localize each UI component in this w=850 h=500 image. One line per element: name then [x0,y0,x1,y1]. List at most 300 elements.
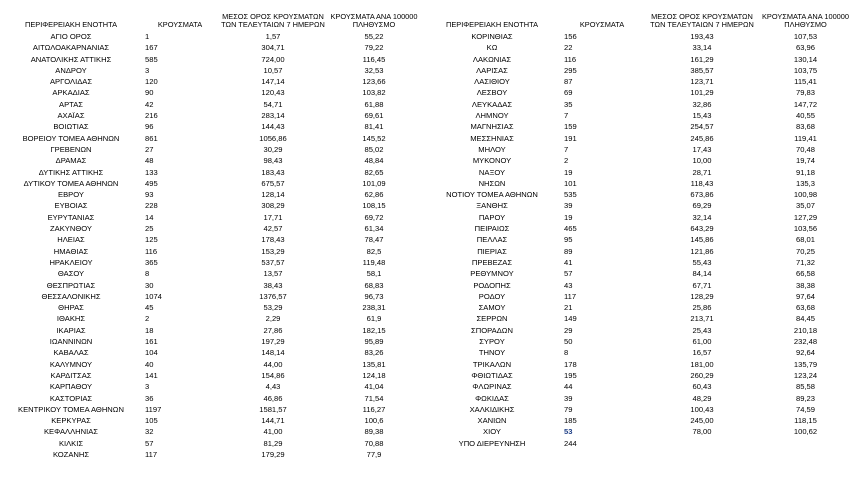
table-row [0,336,420,347]
per100k-cell: 77,9 [366,449,382,459]
table-row [0,246,420,257]
avg7-cell: 154,86 [261,370,285,380]
region-cell: ΛΑΡΙΣΑΣ [476,65,508,75]
table-row [0,234,420,245]
cases-cell: 156 [564,32,577,41]
cases-cell: 35 [564,99,573,109]
per100k-cell: 116,27 [362,404,386,414]
table-row [0,189,420,200]
avg7-cell: 308,29 [261,201,285,211]
region-cell: ΑΡΚΑΔΙΑΣ [52,88,90,98]
per100k-cell: 71,54 [364,393,384,403]
region-cell: ΙΩΑΝΝΙΝΩΝ [49,337,93,347]
avg7-cell: 245,00 [690,416,714,426]
region-cell: ΚΟΡΙΝΘΙΑΣ [471,32,513,41]
cases-cell: 159 [564,122,577,132]
region-cell: ΔΥΤΙΚΟΥ ΤΟΜΕΑ ΑΘΗΝΩΝ [23,178,119,188]
table-row [423,347,850,358]
cases-cell: 178 [564,359,577,369]
region-cell: ΧΙΟΥ [483,427,501,437]
per100k-cell: 100,98 [793,190,818,200]
region-cell: ΠΑΡΟΥ [478,212,506,222]
region-cell: ΙΚΑΡΙΑΣ [56,325,86,335]
table-row [0,381,420,392]
avg7-cell: 44,00 [263,359,283,369]
table-row [0,404,420,415]
avg7-cell: 15,43 [692,111,712,121]
avg7-cell: 32,86 [692,99,712,109]
cases-cell: 18 [145,325,154,335]
region-cell: ΦΛΩΡΙΝΑΣ [472,382,512,392]
region-cell: ΣΠΟΡΑΔΩΝ [471,325,513,335]
cases-cell: 32 [145,427,154,437]
table-row [0,42,420,53]
avg7-cell: 1,57 [265,32,281,41]
table-row [0,65,420,76]
avg7-cell: 144,43 [261,122,285,132]
table-row [423,65,850,76]
region-cell: ΚΟΖΑΝΗΣ [52,449,90,459]
avg7-cell: 33,14 [692,43,712,53]
avg7-cell: 10,57 [263,65,283,75]
region-cell: ΙΘΑΚΗΣ [56,314,86,324]
table-row [423,155,850,166]
per100k-cell: 145,52 [362,133,386,143]
region-cell: ΘΕΣΠΡΩΤΙΑΣ [46,280,96,290]
region-cell: ΠΡΕΒΕΖΑΣ [471,257,513,267]
table-row [0,347,420,358]
table-row [423,393,850,404]
table-row [423,426,850,437]
cases-cell: 44 [564,382,573,392]
cases-cell: 90 [145,88,154,98]
avg7-cell: 148,14 [261,348,285,358]
region-cell: ΚΑΡΔΙΤΣΑΣ [50,370,92,380]
table-row [0,325,420,336]
region-cell: ΕΥΡΥΤΑΝΙΑΣ [47,212,95,222]
cases-cell: 495 [145,178,158,188]
per100k-cell: 135,3 [795,178,815,188]
table-row [0,133,420,144]
cases-cell: 8 [564,348,569,358]
cases-cell: 125 [145,235,158,245]
avg7-cell: 147,14 [261,77,285,87]
region-cell: ΑΡΓΟΛΙΔΑΣ [49,77,93,87]
cases-cell: 69 [564,88,573,98]
region-cell: ΘΑΣΟΥ [57,269,85,279]
table-row [423,167,850,178]
avg7-cell: 120,43 [261,88,285,98]
per100k-cell: 97,64 [795,291,815,301]
per100k-cell: 69,72 [364,212,384,222]
avg7-cell: 98,43 [263,156,283,166]
region-cell: ΛΕΣΒΟΥ [476,88,508,98]
avg7-cell: 385,57 [690,65,714,75]
avg7-cell: 128,29 [690,291,714,301]
cases-cell: 95 [564,235,573,245]
cases-cell: 8 [145,269,150,279]
avg7-cell: 60,43 [692,382,712,392]
cases-cell: 535 [564,190,577,200]
cases-cell: 19 [564,212,573,222]
cases-cell: 3 [145,65,150,75]
header-cases: ΚΡΟΥΣΜΑΤΑ [579,20,625,30]
avg7-cell: 16,57 [692,348,712,358]
per100k-cell: 55,22 [364,32,384,41]
per100k-cell: 82,5 [366,246,382,256]
avg7-cell: 161,29 [690,54,714,64]
cases-cell: 167 [145,43,158,53]
region-cell: ΝΗΣΩΝ [478,178,506,188]
table-row [0,200,420,211]
region-cell: ΗΜΑΘΙΑΣ [53,246,89,256]
avg7-cell: 25,86 [692,303,712,313]
per100k-cell: 130,14 [793,54,818,64]
avg7-cell: 30,29 [263,144,283,154]
cases-cell: 116 [145,246,158,256]
avg7-cell: 213,71 [690,314,714,324]
avg7-cell: 724,00 [261,54,285,64]
per100k-cell: 118,15 [794,416,817,426]
region-cell: ΧΑΝΙΩΝ [477,416,507,426]
avg7-cell: 675,57 [261,178,285,188]
header-per100k: ΚΡΟΥΣΜΑΤΑ ΑΝΑ 100000 ΠΛΗΘΥΣΜΟ [330,11,418,30]
cases-cell: 191 [564,133,577,143]
region-cell: ΔΥΤΙΚΗΣ ΑΤΤΙΚΗΣ [38,167,104,177]
cases-cell: 244 [564,438,577,448]
cases-cell: 161 [145,337,158,347]
cases-cell: 45 [145,303,154,313]
table-row [423,438,850,449]
region-cell: ΡΟΔΟΠΗΣ [473,280,511,290]
per100k-cell: 101,09 [362,178,386,188]
per100k-cell: 116,45 [362,54,386,64]
table-row [423,291,850,302]
avg7-cell [643,438,761,449]
avg7-cell: 48,29 [692,393,712,403]
table-row [423,381,850,392]
cases-cell: 116 [564,54,577,64]
region-cell: ΘΗΡΑΣ [58,303,84,313]
table-row [423,404,850,415]
cases-cell: 105 [145,416,158,426]
per100k-cell: 48,84 [364,156,384,166]
region-cell: ΑΧΑΪΑΣ [57,111,85,121]
region-cell: ΚΑΣΤΟΡΙΑΣ [49,393,93,403]
table-row [0,359,420,370]
per100k-cell: 68,83 [364,280,384,290]
per100k-cell: 232,48 [793,337,818,347]
table-row [423,144,850,155]
per100k-cell: 95,89 [364,337,384,347]
region-cell: ΕΒΡΟΥ [58,190,84,200]
per100k-cell: 35,07 [795,201,815,211]
left-table-body [0,31,420,460]
per100k-cell: 100,62 [793,427,818,437]
avg7-cell: 1056,86 [259,133,287,143]
region-cell: ΠΕΛΛΑΣ [476,235,508,245]
table-row [423,133,850,144]
header-avg7: ΜΕΣΟΣ ΟΡΟΣ ΚΡΟΥΣΜΑΤΩΝ ΤΩΝ ΤΕΛΕΥΤΑΙΩΝ 7 ΗΜΕΡΩΝ [221,11,325,30]
table-row [423,87,850,98]
cases-cell: 48 [145,156,154,166]
avg7-cell: 254,57 [690,122,714,132]
avg7-cell: 32,14 [692,212,712,222]
right-table [423,4,850,449]
avg7-cell: 673,86 [690,190,714,200]
avg7-cell: 178,43 [261,235,285,245]
table-row [423,370,850,381]
cases-cell: 25 [145,224,154,234]
region-cell: ΚΕΝΤΡΙΚΟΥ ΤΟΜΕΑ ΑΘΗΝΩΝ [18,404,124,414]
table-row [423,246,850,257]
avg7-cell: 260,29 [690,370,714,380]
cases-cell: 93 [145,190,154,200]
per100k-cell: 78,47 [364,235,384,245]
cases-cell: 1 [145,32,150,41]
avg7-cell: 100,43 [690,404,714,414]
cases-cell: 22 [564,43,573,53]
per100k-cell: 79,22 [364,43,384,53]
region-cell: ΗΛΕΙΑΣ [57,235,85,245]
region-cell: ΞΑΝΘΗΣ [476,201,508,211]
avg7-cell: 123,71 [690,77,714,87]
region-cell: ΗΡΑΚΛΕΙΟΥ [49,257,93,267]
region-cell: ΥΠΟ ΔΙΕΡΕΥΝΗΣΗ [458,438,526,448]
cases-cell: 117 [145,449,158,459]
table-row [423,280,850,291]
table-row [423,121,850,132]
cases-cell: 39 [564,393,573,403]
table-row [423,76,850,87]
cases-cell: 295 [564,65,577,75]
region-cell: ΦΩΚΙΔΑΣ [475,393,509,403]
table-row [0,223,420,234]
per100k-cell: 62,86 [364,190,384,200]
cases-cell: 19 [564,167,573,177]
header-cases: ΚΡΟΥΣΜΑΤΑ [157,20,203,30]
per100k-cell: 41,04 [364,382,384,392]
cases-cell: 96 [145,122,154,132]
avg7-cell: 54,71 [263,99,283,109]
region-cell: ΠΕΙΡΑΙΩΣ [474,224,510,234]
table-row [423,313,850,324]
cases-cell: 41 [564,257,573,267]
avg7-cell: 643,29 [690,224,714,234]
per100k-cell: 119,41 [794,133,817,143]
table-row [423,42,850,53]
avg7-cell: 78,00 [692,427,712,437]
cases-cell: 89 [564,246,573,256]
region-cell: ΓΡΕΒΕΝΩΝ [50,144,92,154]
cases-cell: 50 [564,337,573,347]
cases-cell: 7 [564,144,569,154]
cases-cell: 57 [145,438,154,448]
per100k-cell: 66,58 [795,269,815,279]
header-per100k: ΚΡΟΥΣΜΑΤΑ ΑΝΑ 100000 ΠΛΗΘΥΣΜΟ [761,11,850,30]
per100k-cell: 103,56 [793,224,818,234]
region-cell: ΚΑΡΠΑΘΟΥ [49,382,93,392]
table-row [0,438,420,449]
region-cell: ΚΑΒΑΛΑΣ [53,348,89,358]
cases-cell: 228 [145,201,158,211]
cases-cell: 117 [564,291,577,301]
region-cell: ΚΙΛΚΙΣ [58,438,84,448]
per100k-cell: 74,59 [795,404,815,414]
avg7-cell: 27,86 [263,325,283,335]
table-row [0,178,420,189]
cases-cell: 57 [564,269,573,279]
cases-cell: 216 [145,111,158,121]
region-cell: ΚΕΡΚΥΡΑΣ [51,416,91,426]
avg7-cell: 153,29 [261,246,285,256]
per100k-cell [761,438,850,449]
per100k-cell: 123,66 [362,77,386,87]
table-row [0,415,420,426]
per100k-cell: 103,75 [793,65,818,75]
avg7-cell: 304,71 [261,43,285,53]
avg7-cell: 13,57 [263,269,283,279]
per100k-cell: 238,31 [362,303,386,313]
cases-cell: 141 [145,370,158,380]
per100k-cell: 135,81 [362,359,386,369]
avg7-cell: 38,43 [263,280,283,290]
per100k-cell: 124,18 [362,370,386,380]
cases-cell: 39 [564,201,573,211]
table-row [423,200,850,211]
table-row [0,99,420,110]
avg7-cell: 181,00 [690,359,714,369]
region-cell: ΤΗΝΟΥ [478,348,506,358]
cases-cell: 149 [564,314,577,324]
table-row [0,370,420,381]
region-cell: ΝΟΤΙΟΥ ΤΟΜΕΑ ΑΘΗΝΩΝ [446,190,538,200]
avg7-cell: 118,43 [690,178,714,188]
cases-cell: 36 [145,393,154,403]
cases-cell: 42 [145,99,154,109]
avg7-cell: 67,71 [692,280,712,290]
table-row [423,54,850,65]
cases-cell: 104 [145,348,158,358]
avg7-cell: 55,43 [692,257,712,267]
avg7-cell: 69,29 [692,201,712,211]
avg7-cell: 46,86 [263,393,283,403]
avg7-cell: 81,29 [263,438,283,448]
per100k-cell: 96,73 [364,291,384,301]
per100k-cell: 108,15 [362,201,386,211]
cases-cell: 195 [564,370,577,380]
table-row [423,234,850,245]
cases-cell: 53 [564,427,573,437]
avg7-cell: 28,71 [692,167,712,177]
per100k-cell: 89,23 [795,393,815,403]
avg7-cell: 41,00 [263,427,283,437]
per100k-cell: 100,6 [364,416,384,426]
region-cell: ΛΑΚΩΝΙΑΣ [472,54,512,64]
avg7-cell: 61,00 [692,337,712,347]
cases-cell: 120 [145,77,158,87]
per100k-cell: 85,58 [795,382,815,392]
cases-cell: 7 [564,111,569,121]
region-cell: ΚΩ [486,43,498,53]
per100k-cell: 83,68 [795,122,815,132]
table-row [423,415,850,426]
region-cell: ΜΥΚΟΝΟΥ [472,156,512,166]
table-row [0,291,420,302]
region-cell: ΧΑΛΚΙΔΙΚΗΣ [469,404,515,414]
table-row [423,257,850,268]
table-row [0,144,420,155]
header-avg7: ΜΕΣΟΣ ΟΡΟΣ ΚΡΟΥΣΜΑΤΩΝ ΤΩΝ ΤΕΛΕΥΤΑΙΩΝ 7 ΗΜΕΡΩΝ [650,11,754,30]
per100k-cell: 135,79 [793,359,818,369]
avg7-cell: 1581,57 [259,404,287,414]
table-row [423,325,850,336]
header-region: ΠΕΡΙΦΕΡΕΙΑΚΗ ΕΝΟΤΗΤΑ [25,20,117,30]
table-row [0,167,420,178]
cases-cell: 21 [564,303,573,313]
table-row [0,121,420,132]
per100k-cell: 92,64 [795,348,815,358]
per100k-cell: 91,18 [795,167,815,177]
cases-cell: 185 [564,416,577,426]
avg7-cell: 537,57 [261,257,285,267]
per100k-cell: 63,96 [795,43,815,53]
per100k-cell: 19,74 [795,156,815,166]
table-row [0,313,420,324]
cases-cell: 29 [564,325,573,335]
table-row [423,268,850,279]
region-cell: ΣΕΡΡΩΝ [476,314,508,324]
avg7-cell: 193,43 [690,32,714,41]
cases-cell: 2 [564,156,569,166]
table-row [423,336,850,347]
per100k-cell: 85,02 [364,144,384,154]
per100k-cell: 119,48 [362,257,386,267]
per100k-cell: 127,29 [793,212,818,222]
per100k-cell: 81,41 [364,122,384,132]
per100k-cell: 79,83 [795,88,815,98]
per100k-cell: 58,1 [366,269,382,279]
cases-cell: 861 [145,133,158,143]
region-cell: ΣΥΡΟΥ [479,337,505,347]
per100k-cell: 63,68 [795,303,815,313]
table-row [423,99,850,110]
table-row [0,426,420,437]
table-row [0,87,420,98]
table-row [423,31,850,42]
region-cell: ΛΑΣΙΘΙΟΥ [474,77,510,87]
cases-cell: 40 [145,359,154,369]
region-cell: ΒΟΙΩΤΙΑΣ [53,122,89,132]
avg7-cell: 245,86 [690,133,714,143]
region-cell: ΛΗΜΝΟΥ [475,111,509,121]
cases-cell: 79 [564,404,573,414]
per100k-cell: 70,48 [795,144,815,154]
cases-cell: 14 [145,212,154,222]
per100k-cell: 84,45 [795,314,815,324]
table-row [0,31,420,42]
region-cell: ΕΥΒΟΙΑΣ [54,201,88,211]
table-row [423,359,850,370]
per100k-cell: 89,38 [364,427,384,437]
region-cell: ΔΡΑΜΑΣ [55,156,87,166]
table-row [423,302,850,313]
region-cell: ΑΝΔΡΟΥ [55,65,87,75]
avg7-cell: 144,71 [261,416,285,426]
region-cell: ΛΕΥΚΑΔΑΣ [471,99,513,109]
cases-cell: 3 [145,382,150,392]
table-row [423,189,850,200]
